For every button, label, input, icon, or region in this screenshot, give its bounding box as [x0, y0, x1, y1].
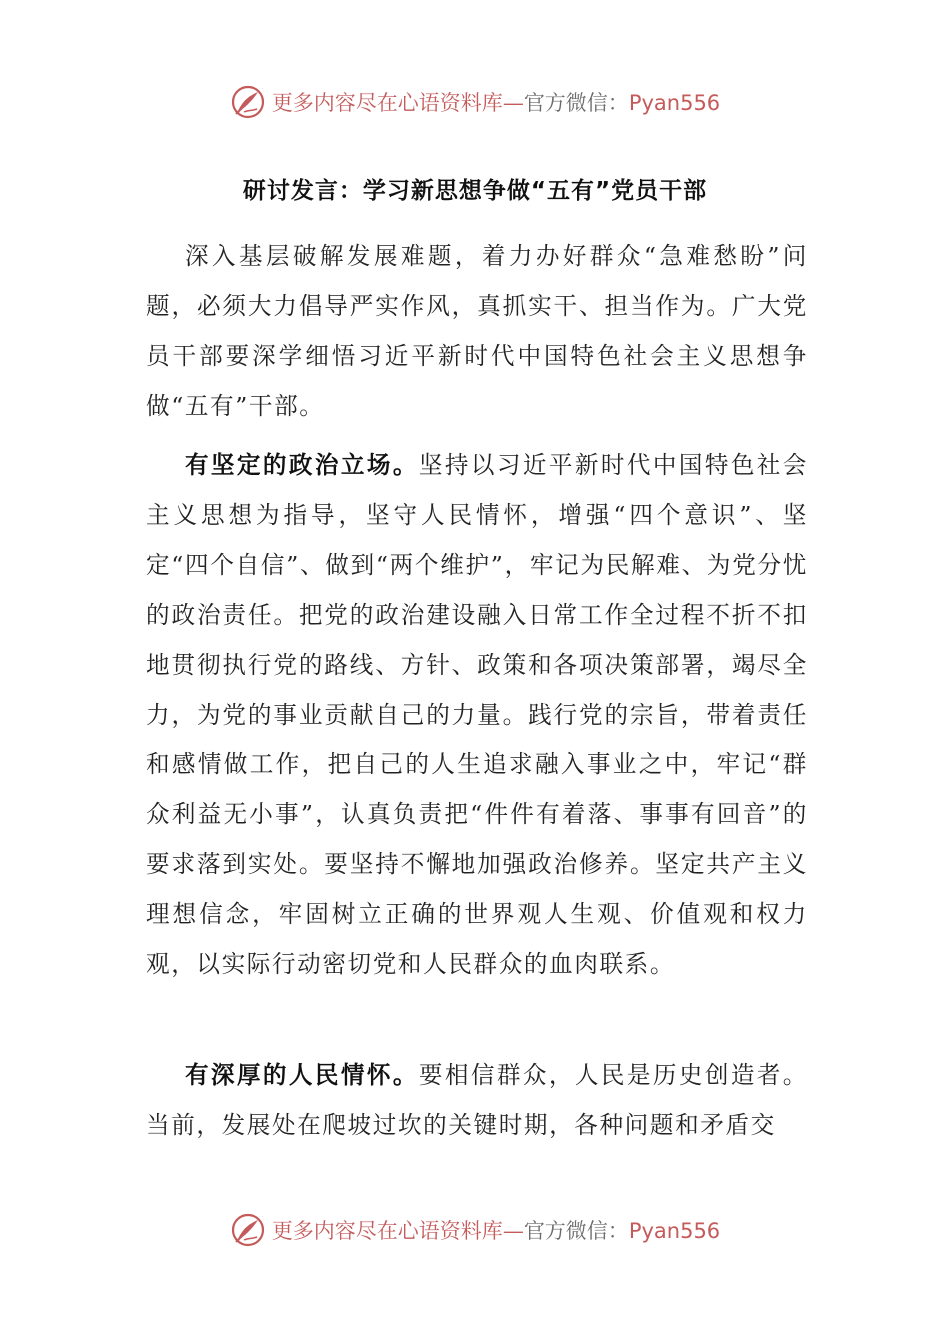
- footer-watermark: [0, 1208, 950, 1252]
- document-title: 研讨发言：学习新思想争做“五有”党员干部: [242, 178, 708, 204]
- section-paragraph-people-feeling: [146, 1051, 808, 1151]
- section-lead: 有坚定的政治立场。: [184, 451, 419, 479]
- section-paragraph-political-stance: [146, 441, 808, 990]
- header-watermark: [0, 80, 950, 124]
- intro-paragraph: 深入基层破解发展难题，着力办好群众“急难愁盼”问题，必须大力倡导严实作风，真抓实干、担当作为。广大党员干部要深学细悟习近平新时代中国特色社会主义思想争做“五有”干部。: [146, 242, 808, 420]
- pen-logo-icon: [230, 1212, 266, 1248]
- section-body: 坚持以习近平新时代中国特色社会主义思想为指导，坚守人民情怀，增强“四个意识”、坚定“四个自信”、做到“两个维护”，牢记为民解难、为党分忧的政治责任。把党的政治建设融入日常工作全过程不折不扣地贯彻执行党的路线、方针、政策和各项决策部署，竭尽全力，为党的事业贡献自己的力量。践行党的宗旨，带着责任和感情做工作，把自己的人生追求融入事业之中，牢记“群众利益无小事”，认真负责把“件件有着落、事事有回音”的要求落到实处。要坚持不懈地加强政治修养。坚定共产主义理想信念，牢固树立正确的世界观人生观、价值观和权力观，以实际行动密切党和人民群众的血肉联系。: [146, 451, 808, 979]
- watermark-text: 更多内容尽在心语资料库—官方微信：Pyan556: [271, 91, 721, 115]
- section-body: 要相信群众，人民是历史创造者。当前，发展处在爬坡过坎的关键时期，各种问题和矛盾交: [146, 1061, 808, 1139]
- section-lead: 有深厚的人民情怀。: [184, 1061, 419, 1089]
- pen-logo-icon: [230, 84, 266, 120]
- watermark-text: 更多内容尽在心语资料库—官方微信：Pyan556: [271, 1219, 721, 1243]
